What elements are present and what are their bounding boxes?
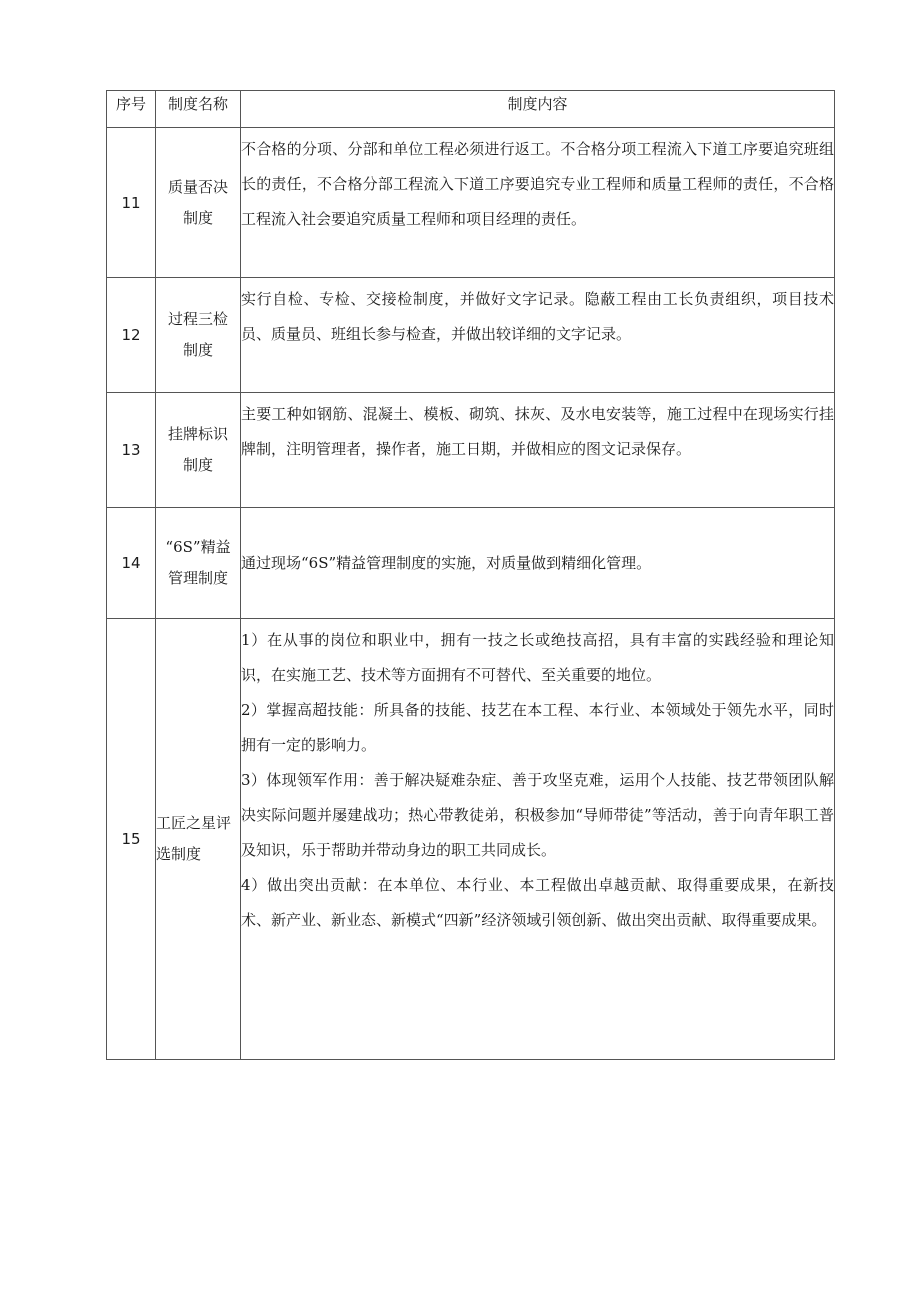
- row-name-text: 工匠之星评选制度: [156, 814, 232, 863]
- row-number: 12: [107, 278, 156, 393]
- row-name: [156, 619, 241, 1060]
- row-name-text: 质量否决制度: [167, 177, 228, 227]
- row-content: [241, 393, 835, 508]
- table-row: [107, 278, 835, 393]
- row-number: 15: [107, 619, 156, 1060]
- content-paragraph: 主要工种如钢筋、混凝土、模板、砌筑、抹灰、及水电安装等，施工过程中在现场实行挂牌制，注明管理者，操作者，施工日期，并做相应的图文记录保存。: [241, 405, 834, 458]
- row-name: [156, 393, 241, 508]
- row-name-text: 挂牌标识制度: [167, 425, 228, 474]
- content-paragraph: 不合格的分项、分部和单位工程必须进行返工。不合格分项工程流入下道工序要追究班组长的责任，不合格分部工程流入下道工序要追究专业工程师和质量工程师的责任，不合格工程流入社会要追究质量工程师和项目经理的责任。: [241, 140, 834, 228]
- header-name: 制度名称: [156, 91, 241, 128]
- row-number: 13: [107, 393, 156, 508]
- content-paragraph: 1）在从事的岗位和职业中，拥有一技之长或绝技高招，具有丰富的实践经验和理论知识，在实施工艺、技术等方面拥有不可替代、至关重要的地位。: [241, 631, 834, 684]
- row-name-text: “6S”精益管理制度: [165, 538, 231, 587]
- header-row: [107, 91, 835, 128]
- row-content: [241, 278, 835, 393]
- row-content: [241, 619, 835, 1060]
- row-name: [156, 278, 241, 393]
- table-row: [107, 508, 835, 619]
- header-content: 制度内容: [241, 91, 835, 128]
- row-number: 14: [107, 508, 156, 619]
- row-content: [241, 508, 835, 619]
- table-row: [107, 128, 835, 278]
- row-content: [241, 128, 835, 278]
- system-table: [106, 90, 835, 1060]
- content-paragraph: 4）做出突出贡献：在本单位、本行业、本工程做出卓越贡献、取得重要成果，在新技术、新产业、新业态、新模式“四新”经济领域引领创新、做出突出贡献、取得重要成果。: [241, 876, 834, 929]
- row-number: 11: [107, 128, 156, 278]
- row-name: [156, 128, 241, 278]
- content-paragraph: 通过现场“6S”精益管理制度的实施，对质量做到精细化管理。: [241, 553, 652, 572]
- content-paragraph: 实行自检、专检、交接检制度，并做好文字记录。隐蔽工程由工长负责组织，项目技术员、质量员、班组长参与检查，并做出较详细的文字记录。: [241, 290, 834, 343]
- table-row: [107, 619, 835, 1060]
- header-number: 序号: [107, 91, 156, 128]
- row-name-text: 过程三检制度: [167, 310, 228, 359]
- table-row: [107, 393, 835, 508]
- content-paragraph: 2）掌握高超技能：所具备的技能、技艺在本工程、本行业、本领域处于领先水平，同时拥有一定的影响力。: [241, 701, 834, 754]
- row-name: [156, 508, 241, 619]
- content-paragraph: 3）体现领军作用：善于解决疑难杂症、善于攻坚克难，运用个人技能、技艺带领团队解决实际问题并屡建战功；热心带教徒弟，积极参加“导师带徒”等活动，善于向青年职工普及知识，乐于帮助并带动身边的职工共同成长。: [241, 771, 834, 859]
